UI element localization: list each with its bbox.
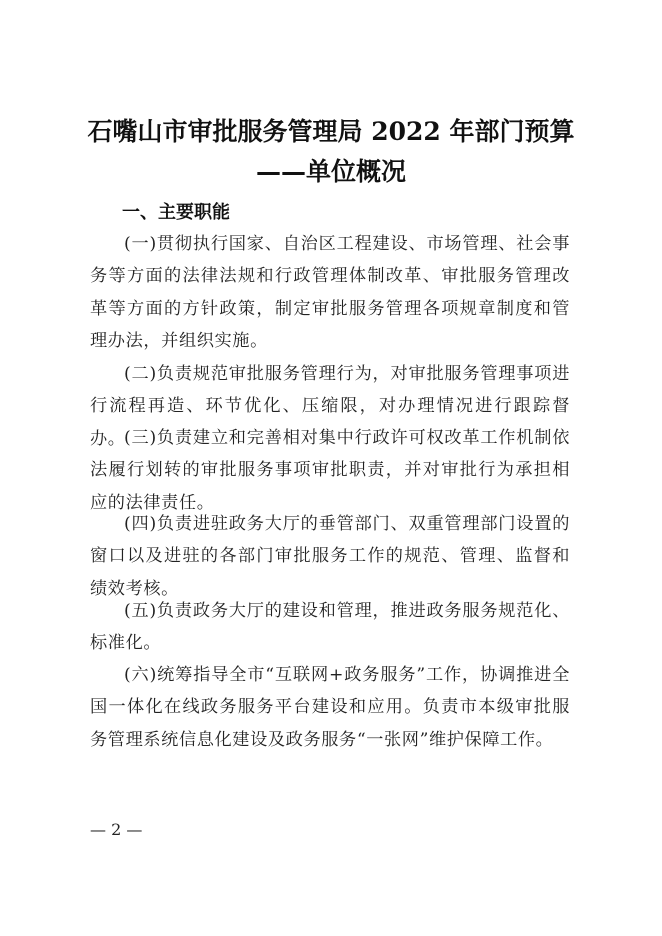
document-title: 石嘴山市审批服务管理局 2022 年部门预算: [87, 117, 575, 146]
page-number: — 2 —: [90, 820, 143, 839]
paragraph-duty-1: (一)贯彻执行国家、自治区工程建设、市场管理、社会事务等方面的法律法规和行政管理体制改革、审批服务管理改革等方面的方针政策，制定审批服务管理各项规章制度和管理办法，并组织实施。: [90, 234, 570, 352]
document-subtitle: ——单位概况: [255, 157, 406, 186]
section-heading: 一、主要职能: [122, 202, 230, 223]
paragraph-duty-4: (四)负责进驻政务大厅的垂管部门、双重管理部门设置的窗口以及进驻的各部门审批服务工作的规范、管理、监督和绩效考核。: [90, 514, 570, 599]
paragraph-duty-5: (五)负责政务大厅的建设和管理，推进政务服务规范化、标准化。: [90, 601, 570, 654]
paragraph-duty-6: (六)统筹指导全市“互联网+政务服务”工作，协调推进全国一体化在线政务服务平台建设和应用。负责市本级审批服务管理系统信息化建设及政务服务“一张网”维护保障工作。: [90, 665, 570, 750]
paragraph-duty-3: (三)负责建立和完善相对集中行政许可权改革工作机制依法履行划转的审批服务事项审批职责，并对审批行为承担相应的法律责任。: [90, 428, 570, 513]
paragraph-duty-2: (二)负责规范审批服务管理行为，对审批服务管理事项进行流程再造、环节优化、压缩限，对办理情况进行跟踪督办。: [90, 364, 570, 449]
